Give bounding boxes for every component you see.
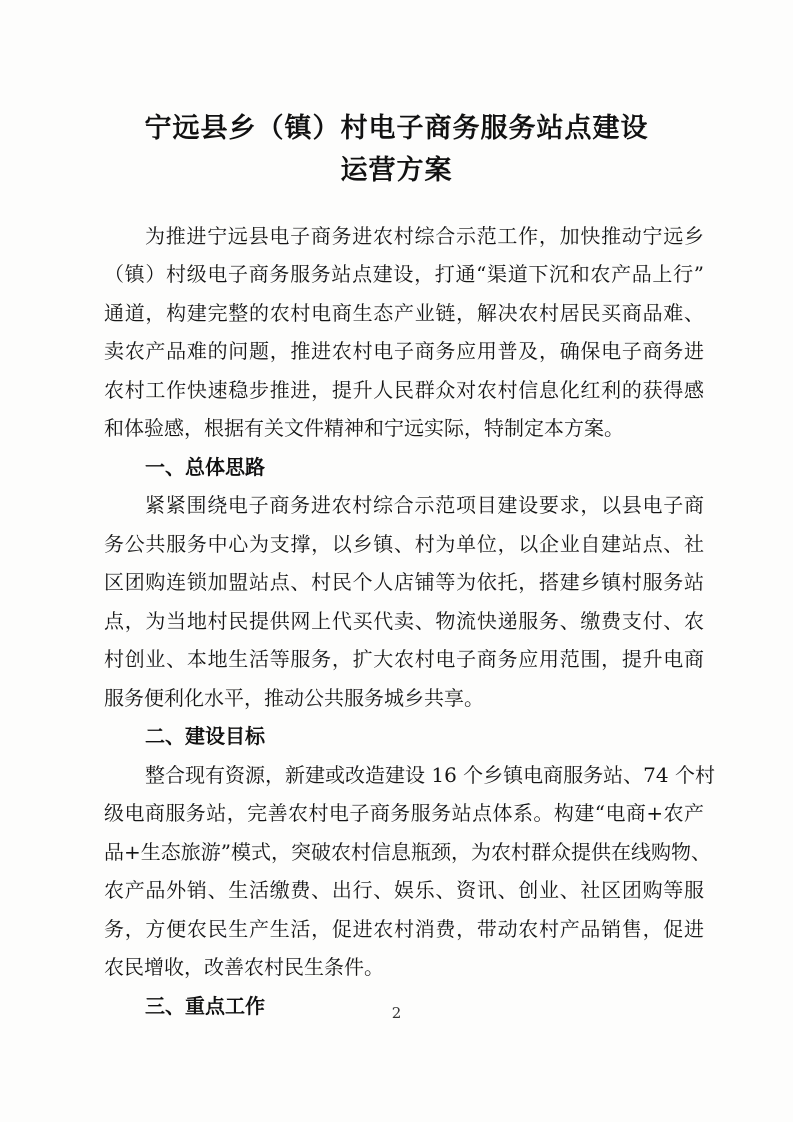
paragraph-line: 农产品外销、生活缴费、出行、娱乐、资讯、创业、社区团购等服 bbox=[104, 878, 704, 902]
page-number: 2 bbox=[391, 1004, 402, 1022]
section-heading: 一、总体思路 bbox=[145, 455, 265, 479]
paragraph-line: 通道，构建完整的农村电商生态产业链，解决农村居民买商品难、 bbox=[104, 301, 704, 325]
paragraph-line: 务，方便农民生产生活，促进农村消费，带动农村产品销售，促进 bbox=[104, 917, 704, 941]
paragraph-line: 点，为当地村民提供网上代买代卖、物流快递服务、缴费支付、农 bbox=[104, 609, 704, 633]
paragraph-line: 紧紧围绕电子商务进农村综合示范项目建设要求，以县电子商 bbox=[145, 493, 704, 517]
paragraph-line: 村创业、本地生活等服务，扩大农村电子商务应用范围，提升电商 bbox=[104, 647, 704, 671]
paragraph-line: 农民增收，改善农村民生条件。 bbox=[104, 955, 384, 979]
paragraph-line: 区团购连锁加盟站点、村民个人店铺等为依托，搭建乡镇村服务站 bbox=[104, 570, 704, 594]
paragraph-line: 务公共服务中心为支撑，以乡镇、村为单位，以企业自建站点、社 bbox=[104, 532, 704, 556]
paragraph-line: 和体验感，根据有关文件精神和宁远实际，特制定本方案。 bbox=[104, 416, 624, 440]
document-title-line1: 宁远县乡（镇）村电子商务服务站点建设 bbox=[144, 113, 649, 144]
paragraph-line: 品+生态旅游”模式，突破农村信息瓶颈，为农村群众提供在线购物、 bbox=[104, 840, 711, 864]
paragraph-line: 级电商服务站，完善农村电子商务服务站点体系。构建“电商+农产 bbox=[104, 801, 704, 825]
paragraph-line: 卖农产品难的问题，推进农村电子商务应用普及，确保电子商务进 bbox=[104, 339, 704, 363]
section-heading: 二、建设目标 bbox=[145, 724, 265, 748]
paragraph-line: 整合现有资源，新建或改造建设 16 个乡镇电商服务站、74 个村 bbox=[145, 763, 715, 787]
document-title-line2: 运营方案 bbox=[340, 155, 453, 186]
paragraph-line: 农村工作快速稳步推进，提升人民群众对农村信息化红利的获得感 bbox=[104, 378, 704, 402]
section-heading: 三、重点工作 bbox=[145, 994, 265, 1018]
paragraph-line: （镇）村级电子商务服务站点建设，打通“渠道下沉和农产品上行” bbox=[104, 262, 704, 286]
paragraph-line: 服务便利化水平，推动公共服务城乡共享。 bbox=[104, 686, 484, 710]
paragraph-line: 为推进宁远县电子商务进农村综合示范工作，加快推动宁远乡 bbox=[145, 224, 704, 248]
